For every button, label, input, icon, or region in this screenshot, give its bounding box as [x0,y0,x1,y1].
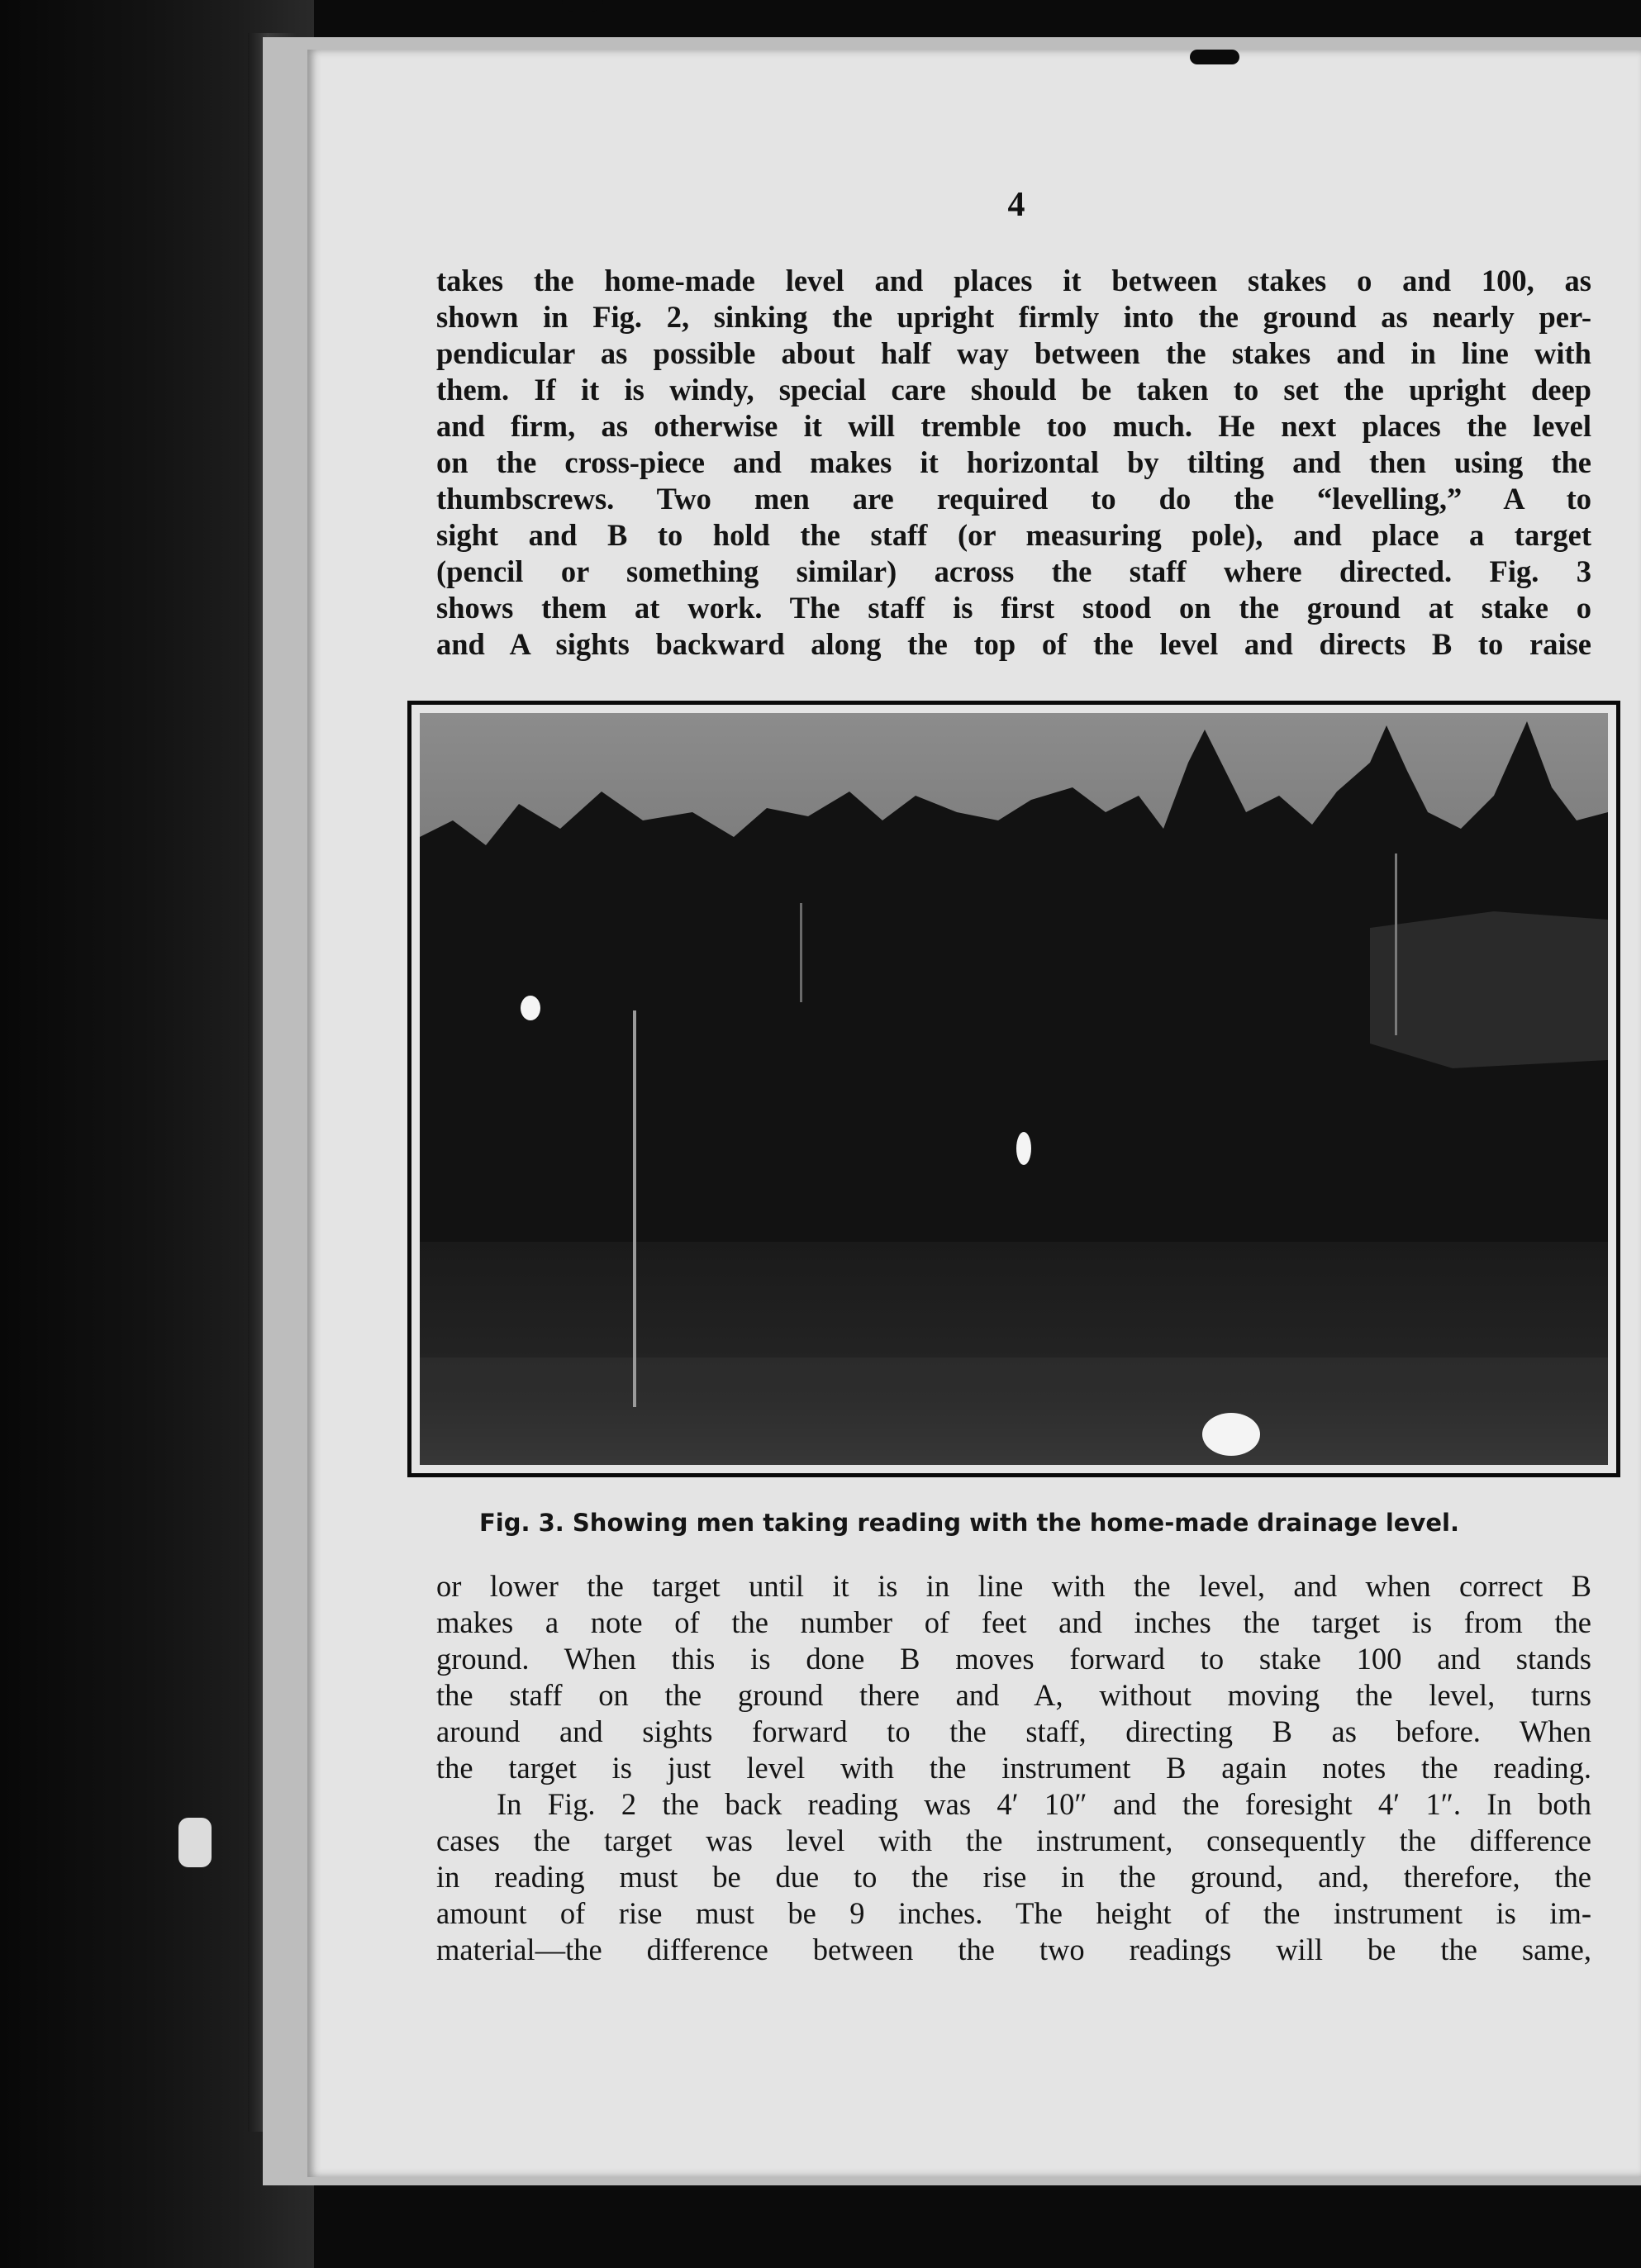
paragraph-top [436,263,1591,663]
figure-3-photograph [420,713,1608,1465]
text-line: shown in Fig. 2, sinking the upright firmly into the ground as nearly per- [436,300,1591,334]
text-line: material—the difference between the two readings will be the same, [436,1933,1591,1966]
text-line: cases the target was level with the instrument, consequently the difference [436,1823,1591,1857]
scan-artifact [178,1818,212,1867]
text-line: takes the home-made level and places it between stakes o and 100, as [436,264,1591,297]
text-line: makes a note of the number of feet and inches the target is from the [436,1605,1591,1639]
text-line: pendicular as possible about half way between the stakes and in line with [436,336,1591,370]
page-number: 4 [1007,186,1025,224]
text-line: around and sights forward to the staff, directing B as before. When [436,1714,1591,1748]
text-line: thumbscrews. Two men are required to do the “levelling,” A to [436,482,1591,516]
text-line: the target is just level with the instrument B again notes the reading. [436,1751,1591,1785]
text-line: shows them at work. The staff is first stood on the ground at stake o [436,591,1591,625]
text-line: the staff on the ground there and A, without moving the level, turns [436,1678,1591,1712]
text-line: ground. When this is done B moves forward to stake 100 and stands [436,1642,1591,1676]
text-line: them. If it is windy, special care should be taken to set the upright deep [436,373,1591,407]
figure-3-frame [407,701,1620,1477]
scan-smudge [1190,50,1239,64]
ink-blot [521,996,540,1020]
text-line: and A sights backward along the top of the level and directs B to raise [436,627,1591,661]
ink-blot [1016,1132,1031,1165]
text-line: (pencil or something similar) across the staff where directed. Fig. 3 [436,554,1591,588]
text-line: on the cross-piece and makes it horizontal by tilting and then using the [436,445,1591,479]
ink-blot [1202,1413,1260,1456]
text-line: or lower the target until it is in line with the level, and when correct B [436,1569,1591,1603]
text-line: sight and B to hold the staff (or measuring pole), and place a target [436,518,1591,552]
figure-caption: Fig. 3. Showing men taking reading with the home-made drainage level. [479,1509,1459,1537]
text-line: and firm, as otherwise it will tremble too much. He next places the level [436,409,1591,443]
text-line: in reading must be due to the rise in the ground, and, therefore, the [436,1860,1591,1894]
scan-smudge [562,0,603,12]
paragraph-bottom [436,1568,1591,1968]
tree-line-photo [420,713,1608,1465]
text-line: amount of rise must be 9 inches. The height of the instrument is im- [436,1896,1591,1930]
text-line: In Fig. 2 the back reading was 4′ 10″ and the foresight 4′ 1″. In both [497,1787,1591,1821]
